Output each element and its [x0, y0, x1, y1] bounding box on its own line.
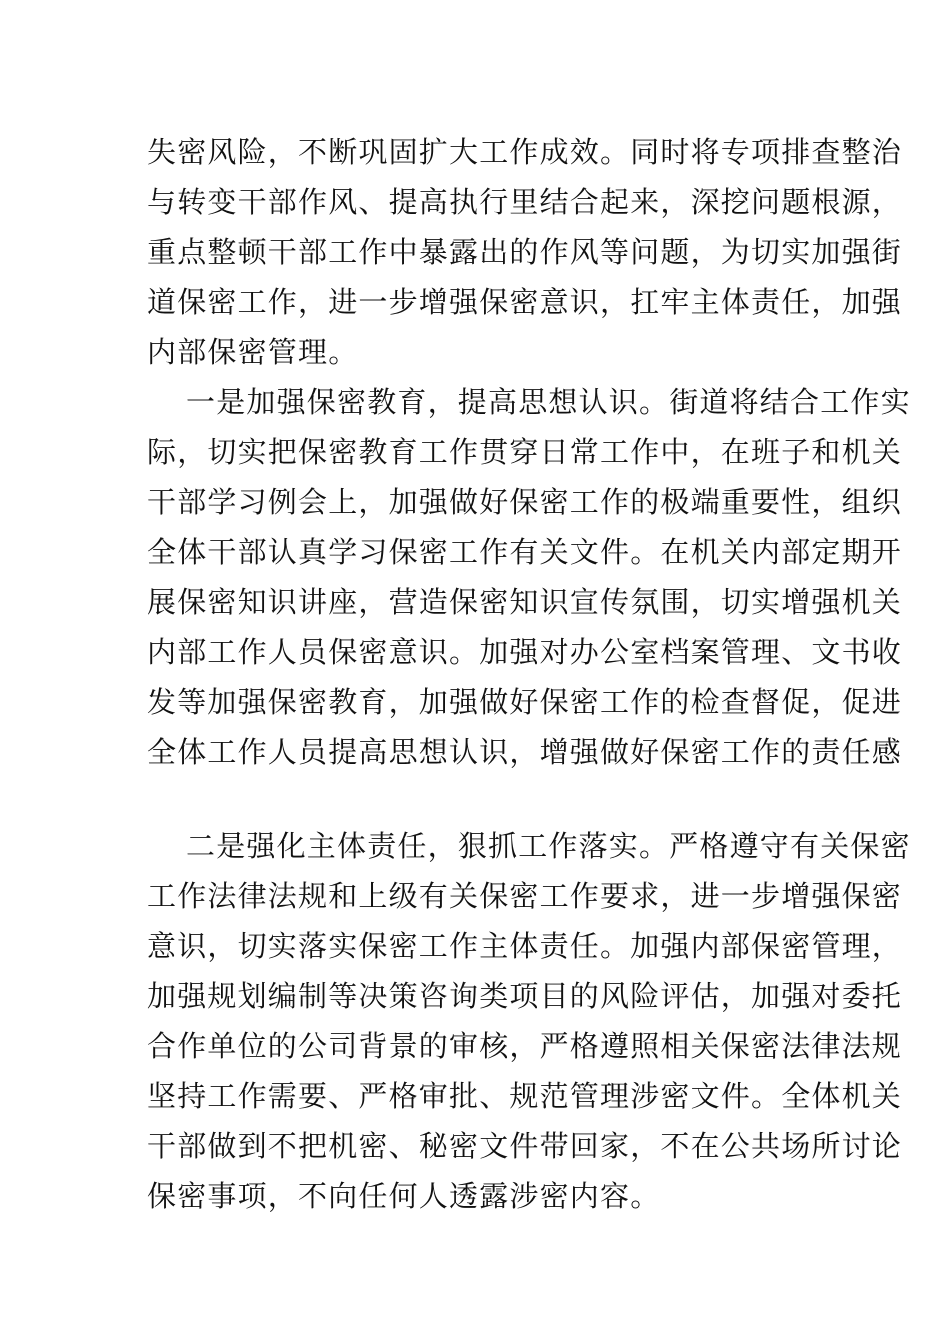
text-line: 重点整顿干部工作中暴露出的作风等问题，为切实加强街 [147, 235, 903, 269]
text-line: 加强规划编制等决策咨询类项目的风险评估，加强对委托 [147, 979, 903, 1013]
text-line: 内部工作人员保密意识。加强对办公室档案管理、文书收 [147, 635, 903, 669]
text-line: 道保密工作，进一步增强保密意识，扛牢主体责任，加强 [147, 285, 903, 319]
text-line: 际，切实把保密教育工作贯穿日常工作中，在班子和机关 [147, 435, 903, 469]
text-line: 内部保密管理。 [147, 335, 359, 369]
text-line: 全体工作人员提高思想认识，增强做好保密工作的责任感 [147, 735, 903, 769]
text-line: 展保密知识讲座，营造保密知识宣传氛围，切实增强机关 [147, 585, 903, 619]
text-line: 意识，切实落实保密工作主体责任。加强内部保密管理， [147, 929, 903, 963]
text-line: 干部学习例会上，加强做好保密工作的极端重要性，组织 [147, 485, 903, 519]
text-line: 全体干部认真学习保密工作有关文件。在机关内部定期开 [147, 535, 903, 569]
text-line: 合作单位的公司背景的审核，严格遵照相关保密法律法规 [147, 1029, 903, 1063]
text-line: 一是加强保密教育，提高思想认识。街道将结合工作实 [186, 385, 911, 419]
text-line: 保密事项，不向任何人透露涉密内容。 [147, 1179, 661, 1213]
text-line: 发等加强保密教育，加强做好保密工作的检查督促，促进 [147, 685, 903, 719]
text-line: 坚持工作需要、严格审批、规范管理涉密文件。全体机关 [147, 1079, 903, 1113]
text-line: 干部做到不把机密、秘密文件带回家，不在公共场所讨论 [147, 1129, 903, 1163]
text-line: 工作法律法规和上级有关保密工作要求，进一步增强保密 [147, 879, 903, 913]
text-line: 与转变干部作风、提高执行里结合起来，深挖问题根源， [147, 185, 903, 219]
text-line: 二是强化主体责任，狠抓工作落实。严格遵守有关保密 [186, 829, 911, 863]
text-line: 失密风险，不断巩固扩大工作成效。同时将专项排查整治 [147, 135, 903, 169]
